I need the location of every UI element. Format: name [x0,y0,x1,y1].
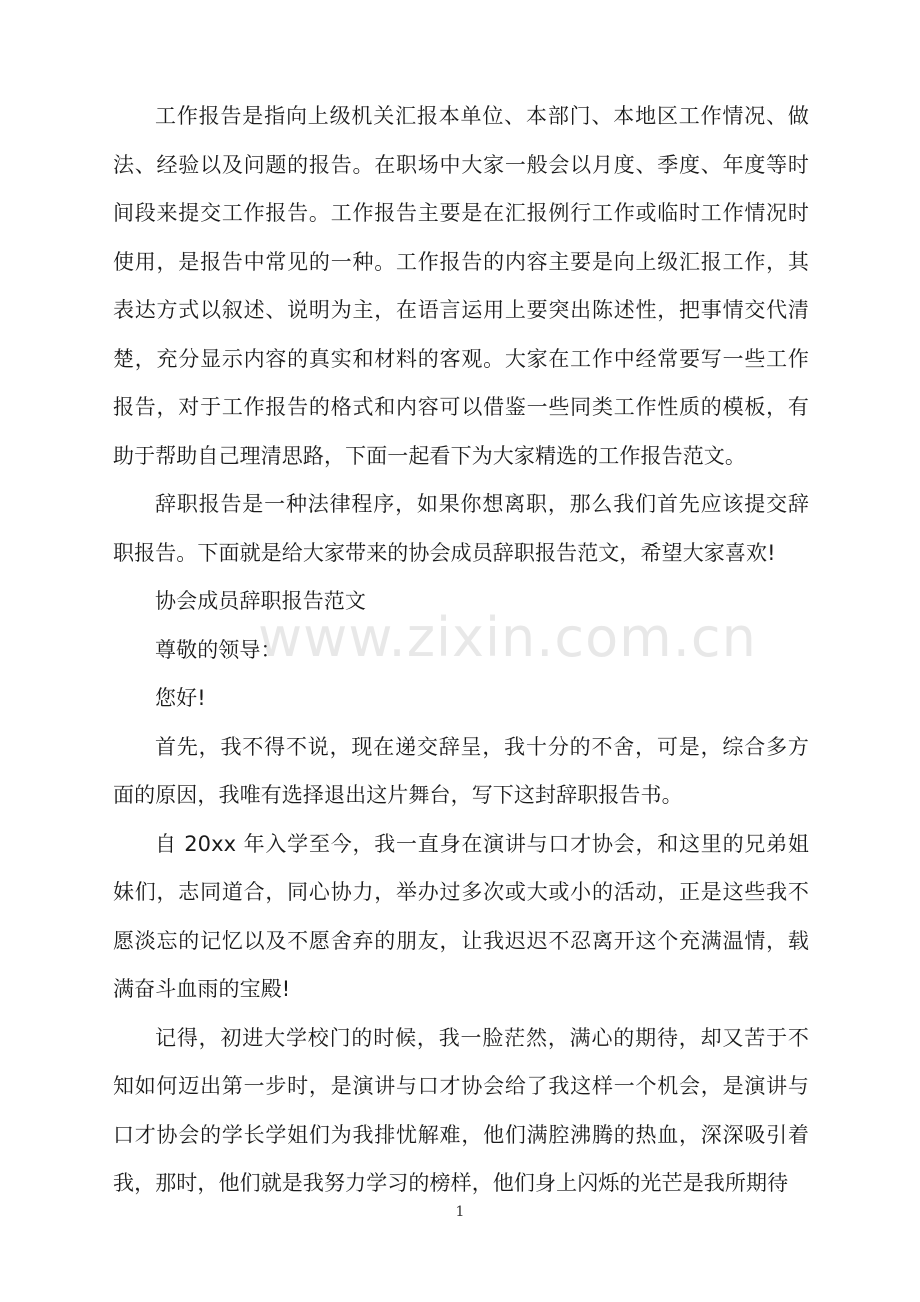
paragraph-body-3: 记得，初进大学校门的时候，我一脸茫然，满心的期待，却又苦于不知如何迈出第一步时，是演讲与口才协会给了我这样一个机会，是演讲与口才协会的学长学姐们为我排忧解难，他们满腔沸腾的热血，深深吸引着我，那时，他们就是我努力学习的榜样，他们身上闪烁的光芒是我所期待 [113,1025,809,1195]
paragraph-resignation-intro: 辞职报告是一种法律程序，如果你想离职，那么我们首先应该提交辞职报告。下面就是给大家带来的协会成员辞职报告范文，希望大家喜欢! [113,492,809,565]
document-title: 协会成员辞职报告范文 [155,589,366,613]
watermark: www.zixin.com.cn [258,606,757,669]
paragraph-intro: 工作报告是指向上级机关汇报本单位、本部门、本地区工作情况、做法、经验以及问题的报告。在职场中大家一般会以月度、季度、年度等时间段来提交工作报告。工作报告主要是在汇报例行工作或临时工作情况时使用，是报告中常见的一种。工作报告的内容主要是向上级汇报工作，其表达方式以叙述、说明为主，在语言运用上要突出陈述性，把事情交代清楚，充分显示内容的真实和材料的客观。大家在工作中经常要写一些工作报告，对于工作报告的格式和内容可以借鉴一些同类工作性质的模板，有助于帮助自己理清思路，下面一起看下为大家精选的工作报告范文。 [113,104,809,468]
paragraph-body-2: 自 20xx 年入学至今，我一直身在演讲与口才协会，和这里的兄弟姐妹们，志同道合，同心协力，举办过多次或大或小的活动，正是这些我不愿淡忘的记忆以及不愿舍弃的朋友，让我迟迟不忍离开这个充满温情，载满奋斗血雨的宝殿! [113,831,809,1001]
document-body [113,92,809,1208]
greeting: 您好! [155,686,206,710]
paragraph-body-1: 首先，我不得不说，现在递交辞呈，我十分的不舍，可是，综合多方面的原因，我唯有选择退出这片舞台，写下这封辞职报告书。 [113,734,809,807]
page-number: 1 [455,1204,465,1220]
salutation: 尊敬的领导： [155,637,282,662]
